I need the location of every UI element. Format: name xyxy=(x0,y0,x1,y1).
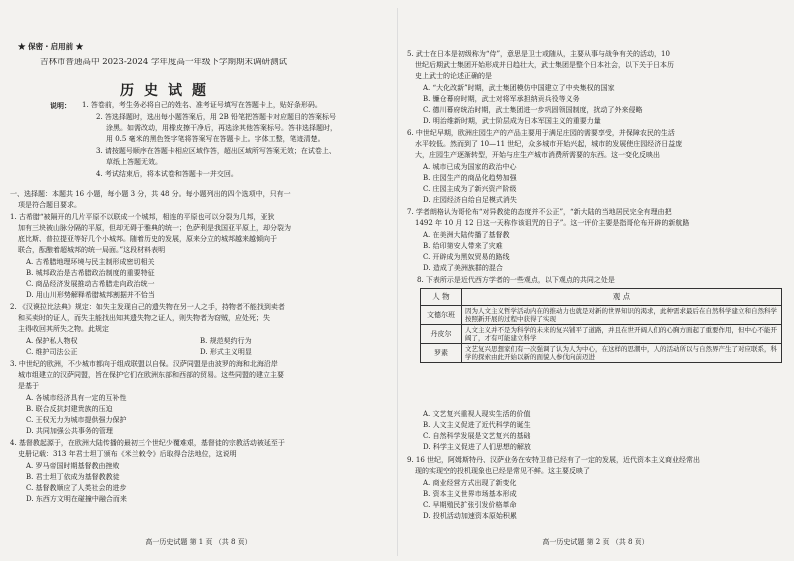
option-c: C. 早期殖民扩张引发价格革命 xyxy=(423,501,517,509)
page-divider xyxy=(397,8,398,556)
option-a: A. 商业经营方式出现了新变化 xyxy=(423,479,517,487)
question-text: 和买卖时的证人，而失主能找出知其遗失物之证人，则失物者为窃贼，应处死；失 xyxy=(18,314,270,322)
option-d: D. 用山川形势解释希腊城邦割据并不恰当 xyxy=(26,291,155,299)
question-text: 史册记载：313 年君士坦丁颁布《米兰敕令》后取得合法地位，这说明 xyxy=(18,450,237,458)
option-d: D. 投机活动加速资本原始积累 xyxy=(423,512,517,520)
option-b: B. 资本主义世界市场基本形成 xyxy=(423,490,517,498)
question-text: 底比斯、普拉提亚等好几个小城邦。随着历史的发展，原来分立的城邦越来越倾向于 xyxy=(18,235,277,243)
option-a: A. 古希腊地理环境与民主制形成密切相关 xyxy=(26,258,155,266)
section-heading: 项是符合题目要求。 xyxy=(18,201,81,209)
option-d: D. 明治维新时期，武士阶层成为日本军国主义的重要力量 xyxy=(423,117,601,125)
question-1: 1. 古希腊“被隔开的几片平原不以联成一个城邦，相连的平原也可以分裂为几邦，亚狄 xyxy=(10,213,275,221)
note-line: 2. 答选择题时，选出每小题答案后，用 2B 铅笔把答题卡对应题目的答案标号 xyxy=(96,113,336,121)
note-line: 草纸上答题无效。 xyxy=(106,158,162,166)
section-heading: 一、选择题：本题共 16 小题，每小题 3 分，共 48 分。每小题列出的四个选项中，只有一 xyxy=(10,190,291,198)
table-cell-person: 文德尔班 xyxy=(421,306,462,325)
option-a: A. 各城市经济具有一定的互补性 xyxy=(26,394,127,402)
option-b: B. 镰仓幕府时期，武士对将军承担纳贡兵役等义务 xyxy=(423,95,580,103)
table-cell-view: 因为人文主义哲学活动内在的推动力也就是对新的世界知识的渴求，此种需求最后在自然科学建立和自然科学按照新开展的过程中获得了实现 xyxy=(462,306,782,325)
question-text: 主得收回其所失之物。此规定 xyxy=(18,325,109,333)
question-text: 世纪后期武士集团开始形成并日趋壮大，武士集团是整个日本社会，以下关于日本历 xyxy=(415,61,674,69)
table-cell-person: 罗素 xyxy=(421,344,462,363)
note-line: 3. 请按题号顺序在答题卡相应区域作答，超出区域所写答案无效；在试卷上、 xyxy=(96,147,336,155)
question-text: 加有三块被山脉分隔的平原，但却无碍于雅典的统一；色萨利是我国亚平原上，却分裂为 xyxy=(18,224,291,232)
option-c: C. 德川幕府统治时期，武士集团进一步巩固领国制度，扰动了外来侵略 xyxy=(423,106,643,114)
option-d: D. 造成了美洲族群的混合 xyxy=(423,264,503,272)
question-2: 2. 《汉谟拉比法典》规定：如失主发现自己的遗失物在另一人之手，持物者不能找到卖者 xyxy=(10,303,285,311)
question-text: 联合，酝酿着超城邦的统一局面。”这段材料表明 xyxy=(18,246,166,254)
note-line: 4. 考试结束后，将本试卷和答题卡一并交回。 xyxy=(96,170,238,178)
option-c: C. 开辟成为黑奴贸易的路线 xyxy=(423,253,510,261)
option-d: D. 共同加强公共事务的管理 xyxy=(26,427,113,435)
note-line: 1. 答卷前，考生务必将自己的姓名、准考证号填写在答题卡上，贴好条形码。 xyxy=(82,101,322,109)
question-text: 城市组建立的汉萨同盟，旨在保护它们在欧洲东部和西部的贸易。这些同盟的建立主要 xyxy=(18,371,284,379)
note-line: 涂黑。如需改动，用橡皮擦干净后，再选涂其他答案标号。答非选择题时， xyxy=(106,124,337,132)
question-6: 6. 中世纪早期，欧洲庄园生产的产品主要用于满足庄园的需要享受，并保障农民的生活 xyxy=(407,129,675,137)
option-a: A. “大化改新”时期，武士集团模仿中国建立了中央集权的国家 xyxy=(423,84,615,92)
question-3: 3. 中世纪的欧洲，不少城市都向于组成联盟以自保。汉萨同盟是由波罗的海和北海沿岸 xyxy=(10,360,278,368)
option-c: C. 商品经济发展推动古希腊走向政治统一 xyxy=(26,280,155,288)
option-b: B. 庄园生产的商品化趋势加强 xyxy=(423,174,517,182)
question-text: 大，庄园生产逐渐转型，开始与庄生产城市消费所需要的东西。这一变化反映出 xyxy=(415,151,660,159)
question-7: 7. 学者朗格认为哥伦布“对异教徒的态度并不公正”，“新大陆的当地居民完全有理由把 xyxy=(407,208,672,216)
question-text: 1492 年 10 月 12 日这一天称作该诅咒的日子”。这一评价主要是指哥伦布开辟的新航路 xyxy=(415,219,690,227)
left-column xyxy=(10,0,387,561)
option-b: B. 人文主义促进了近代科学的诞生 xyxy=(423,421,531,429)
option-c: C. 维护司法公正 xyxy=(26,348,78,356)
page-footer-left: 高一历史试题 第 1 页 （共 8 页） xyxy=(145,538,252,546)
option-c: C. 基督教顺应了人类社会的进步 xyxy=(26,484,127,492)
option-c: C. 王权无力为城市提供强力保护 xyxy=(26,416,127,424)
table-cell-view: 文艺复兴思想家们有一次强调了认为人为中心，在这样的思潮中，人的活动所以与自然界产生了对应联系，科学的探索由此开始以新的面貌人参伐向前迈进 xyxy=(462,344,782,363)
option-d: D. 科学主义促进了人们思想的解放 xyxy=(423,443,531,451)
table-cell-view: 人文主义并不是为科学的未来的复兴铺平了道路，并且在世开阔人们的心胸方面起了重要作用，但中心不能开阔了，才有可能建立科学 xyxy=(462,325,782,344)
option-a: A. 在美洲大陆传播了基督教 xyxy=(423,231,510,239)
notes-label: 说明： xyxy=(50,101,71,110)
option-c: C. 庄园主成为了新兴资产阶级 xyxy=(423,185,517,193)
question-text: 现的实现空的投机现象也已经是常见不鲜。这主要反映了 xyxy=(415,467,590,475)
option-a: A. 罗马帝国时期基督教由挫败 xyxy=(26,462,120,470)
table-header-person: 人 物 xyxy=(421,289,462,306)
option-c: C. 自然科学发展是文艺复兴的基础 xyxy=(423,432,531,440)
question-9: 9. 16 世纪，阿姆斯特丹、汉萨业务在安特卫普已经有了一定的发展，近代资本主义商业经常出 xyxy=(407,456,701,464)
option-a: A. 保护私人物权 xyxy=(26,337,78,345)
subject-title: 历史试题 xyxy=(120,83,216,99)
table-header-view: 观 点 xyxy=(462,289,782,306)
option-b: B. 给印第安人带来了灾难 xyxy=(423,242,503,250)
question-8: 8. 下表所示是近代西方学者的一些观点，以下观点的共同之处是 xyxy=(417,276,615,284)
option-b: B. 规范契约行为 xyxy=(200,337,252,345)
option-a: A. 文艺复兴重视人现实生活的价值 xyxy=(423,410,531,418)
option-b: B. 城邦政治是古希腊政治制度的重要特征 xyxy=(26,269,155,277)
question-text: 史上武士的论述正确的是 xyxy=(415,72,492,80)
question-text: 水平较低。然而到了 10—11 世纪，众多城市开始兴起，城市的发展使庄园经济日益庞 xyxy=(415,140,683,148)
option-b: B. 联合反抗封建贵族的压迫 xyxy=(26,405,113,413)
right-column-bottom xyxy=(407,0,784,561)
option-d: D. 东西方文明在碰撞中融合而来 xyxy=(26,495,127,503)
question-5: 5. 武士在日本是初级称为“侍”，意思是卫士或随从，主要从事与战争有关的活动，10 xyxy=(407,50,670,58)
option-a: A. 城市已成为国家的政治中心 xyxy=(423,163,517,171)
question-text: 是基于 xyxy=(18,382,39,390)
option-b: B. 君士坦丁依成为基督教教徒 xyxy=(26,473,120,481)
option-d: D. 形式主义明显 xyxy=(200,348,252,356)
question-4: 4. 基督教起源于，在欧洲大陆传播的最初三个世纪少覆难艰，基督徒的宗教活动被延至于 xyxy=(10,439,285,447)
option-d: D. 庄园经济自给自足模式消失 xyxy=(423,196,517,204)
secret-label: ★ 保密・启用前 ★ xyxy=(18,42,84,51)
exam-title: 吉林市普通高中 2023-2024 学年度高一年级下学期期末调研测试 xyxy=(40,58,288,67)
page-footer-right: 高一历史试题 第 2 页 （共 8 页） xyxy=(542,538,649,546)
note-line: 用 0.5 毫米的黑色签字笔将答案写在答题卡上。字体工整，笔迹清楚。 xyxy=(106,135,325,143)
table-cell-person: 丹皮尔 xyxy=(421,325,462,344)
